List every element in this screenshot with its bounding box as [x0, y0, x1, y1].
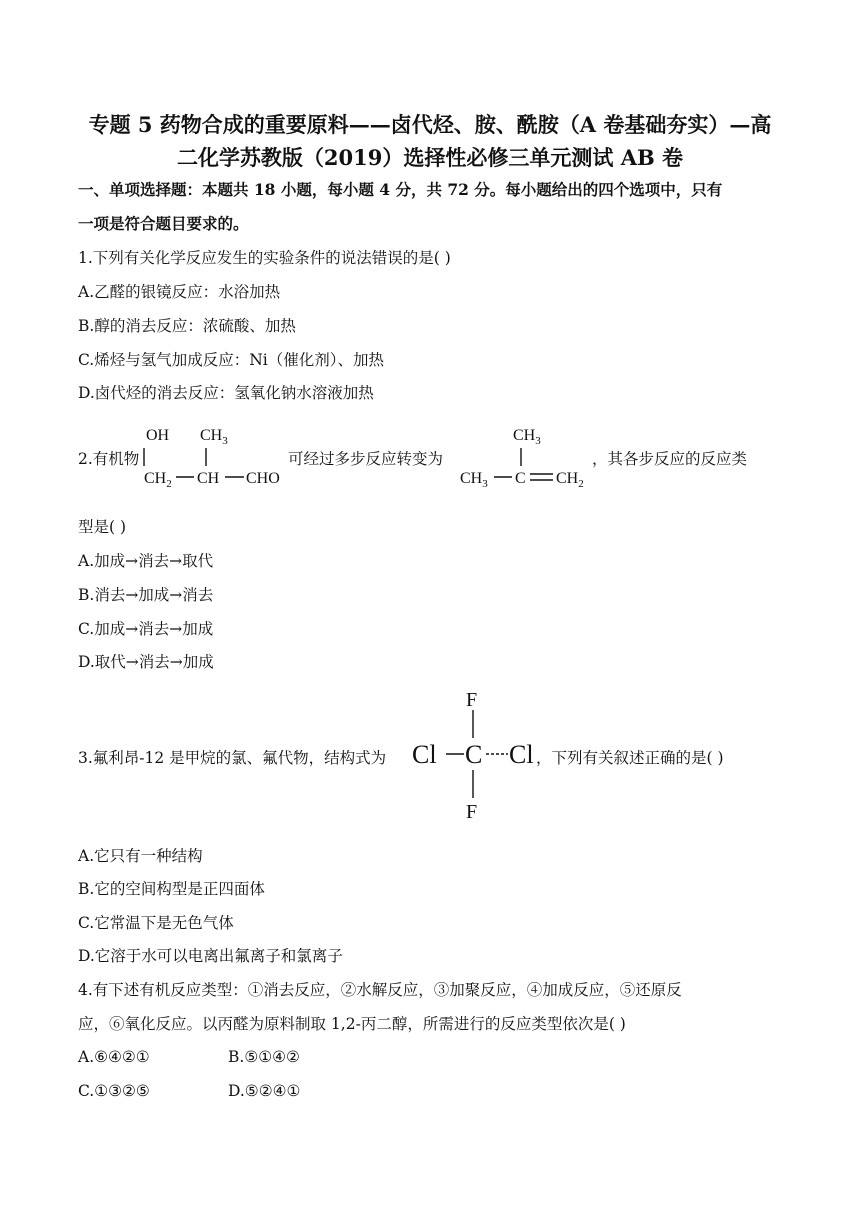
q3-fluorine-bottom: F	[466, 801, 478, 823]
q2-product-ch2-sub: 2	[578, 478, 584, 490]
q4-option-d: D.⑤②④①	[228, 1082, 301, 1100]
q4-stem-line-1: 4.有下述有机反应类型：①消去反应，②水解反应，③加聚反应，④加成反应，⑤还原反	[78, 981, 682, 999]
q4-option-b: B.⑤①④②	[228, 1048, 300, 1066]
q2-reactant-oh: OH	[146, 427, 170, 444]
q1-option-a: A.乙醛的银镜反应：水浴加热	[78, 283, 281, 301]
svg-text:CH2	[556, 470, 584, 490]
q1-option-c: C.烯烃与氢气加成反应：Ni（催化剂）、加热	[78, 351, 385, 369]
q2-stem-part-1: 2.有机物	[78, 450, 140, 468]
q2-option-d: D.取代→消去→加成	[78, 653, 214, 671]
q3-chlorine-right: Cl	[509, 740, 534, 769]
q2-reactant-ch3: CH	[200, 427, 223, 444]
section-header-line-1: 一、单项选择题：本题共 18 小题，每小题 4 分，共 72 分。每小题给出的四个选项中，只有	[78, 180, 723, 199]
section-header-line-2: 一项是符合题目要求的。	[78, 214, 249, 233]
svg-text:CH3	[513, 427, 541, 447]
q2-option-a: A.加成→消去→取代	[78, 552, 214, 570]
title-line-1: 专题 5 药物合成的重要原料——卤代烃、胺、酰胺（A 卷基础夯实）—高	[88, 112, 772, 137]
q3-option-a: A.它只有一种结构	[78, 847, 203, 865]
q2-product-left-ch3: CH	[460, 470, 483, 487]
q2-reactant-ch3-sub: 3	[222, 435, 228, 447]
q2-product-c: C	[515, 470, 526, 487]
q3-chlorine-left: Cl	[412, 740, 437, 769]
title-line-2: 二化学苏教版（2019）选择性必修三单元测试 AB 卷	[176, 145, 684, 170]
q2-option-c: C.加成→消去→加成	[78, 620, 214, 638]
q4-option-c: C.①③②⑤	[78, 1082, 150, 1100]
q2-reactant-ch2: CH	[144, 470, 167, 487]
q2-stem-part-3: ，其各步反应的反应类	[592, 450, 748, 468]
q2-product-top-ch3-sub: 3	[535, 435, 541, 447]
svg-text:CH2	[144, 470, 172, 490]
svg-text:CH3	[200, 427, 228, 447]
q3-option-b: B.它的空间构型是正四面体	[78, 880, 265, 898]
q3-stem-part-1: 3.氟利昂-12 是甲烷的氯、氟代物，结构式为	[78, 749, 387, 767]
q2-product-ch2: CH	[556, 470, 579, 487]
q3-option-c: C.它常温下是无色气体	[78, 914, 234, 932]
q2-product-left-ch3-sub: 3	[482, 478, 488, 490]
q4-option-a: A.⑥④②①	[78, 1048, 150, 1066]
q3-carbon: C	[465, 740, 483, 769]
svg-text:CH3	[460, 470, 488, 490]
q2-reactant-ch2-sub: 2	[166, 478, 172, 490]
q4-stem-line-2: 应，⑥氧化反应。以丙醛为原料制取 1,2-丙二醇，所需进行的反应类型依次是( )	[78, 1015, 626, 1033]
q2-product-structure	[458, 420, 598, 492]
q2-stem-part-4: 型是( )	[78, 518, 127, 536]
q2-product-top-ch3: CH	[513, 427, 536, 444]
q2-reactant-ch: CH	[197, 470, 220, 487]
q2-option-b: B.消去→加成→消去	[78, 586, 214, 604]
q1-option-b: B.醇的消去反应：浓硫酸、加热	[78, 317, 296, 335]
q2-reactant-cho: CHO	[246, 470, 280, 487]
q1-stem: 1.下列有关化学反应发生的实验条件的说法错误的是( )	[78, 249, 451, 267]
q3-fluorine-top: F	[466, 689, 478, 711]
q1-option-d: D.卤代烃的消去反应：氢氧化钠水溶液加热	[78, 384, 374, 402]
q2-reactant-structure	[140, 420, 290, 492]
q2-stem-part-2: 可经过多步反应转变为	[288, 450, 444, 468]
q3-option-d: D.它溶于水可以电离出氟离子和氯离子	[78, 947, 343, 965]
q3-structural-formula	[410, 682, 545, 824]
q3-stem-part-2: ，下列有关叙述正确的是( )	[536, 749, 724, 767]
